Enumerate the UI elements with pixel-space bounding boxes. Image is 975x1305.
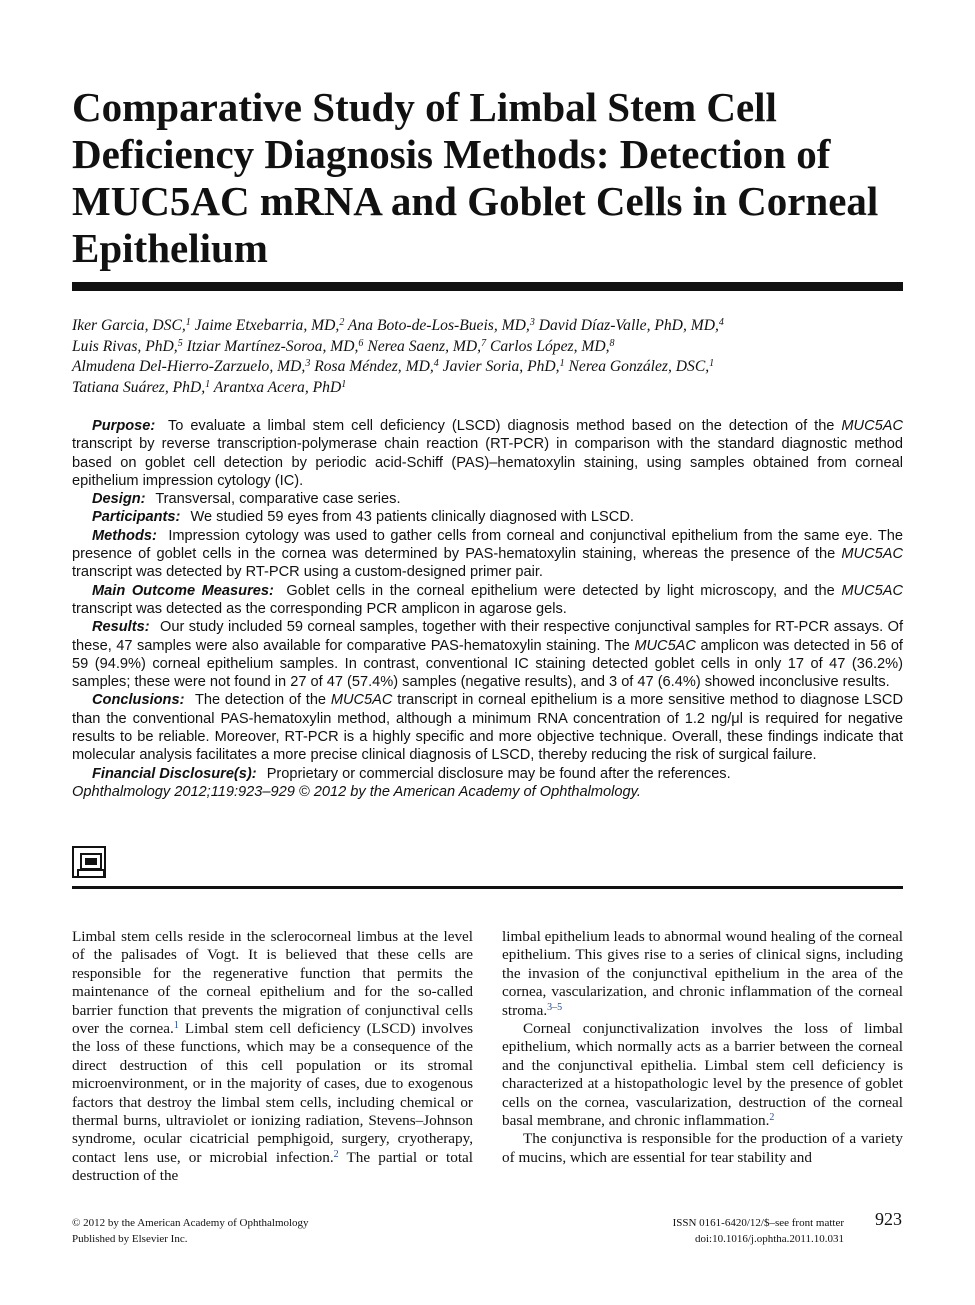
footer-left <box>72 1216 309 1247</box>
author-line-4: Tatiana Suárez, PhD,$^1$ Arantxa Acera, PhD$^1$ <box>72 378 347 396</box>
abstract-conclusions: Conclusions: The detection of the MUC5AC transcript in corneal epithelium is a more sensitive method to diagnose LSCD than the conventional PAS-hematoxylin method, although a minimum RNA concentration of 1.2 ng/μl is required for negative results to be reliable. Moreover, RT-PCR is a highly specific and more objective technique. Overall, these findings indicate that molecular analysis facilitates a more precise clinical diagnosis of LSCD, thereby reducing the risk of surgical failure. <box>72 692 904 764</box>
abstract-design: Design: Transversal, comparative case series. <box>92 491 401 508</box>
copyright-line: © 2012 by the American Academy of Ophthalmology <box>72 1217 309 1229</box>
doi-line: doi:10.1016/j.ophtha.2011.10.031 <box>694 1232 844 1245</box>
reference-link[interactable]: 3–5 <box>547 1001 563 1013</box>
title-rule <box>72 282 903 291</box>
monitor-screen-icon <box>80 853 102 870</box>
abstract-results: Results: Our study included 59 corneal samples, together with their respective conjunctival samples for RT-PCR assays. Of these, 47 samples were also available for comparative PAS-hematoxylin staining. The MUC5AC amplicon was detected in 56 of 59 (94.9%) corneal epithelium samples. In contrast, conventional IC staining detected goblet cells in only 17 of 47 (36.2%) samples; these were not found in 27 of 47 (57.4%) samples (negative results), and 3 of 47 (6.4%) showed inconclusive results. <box>72 619 903 691</box>
computer-monitor-icon[interactable] <box>72 846 106 878</box>
abstract <box>72 417 903 801</box>
body-column-left <box>72 928 473 1186</box>
author-line-2: Luis Rivas, PhD,$^5$ Itziar Martínez-Soroa, MD,$^6$ Nerea Saenz, MD,$^7$ Carlos López, MD,$^8$ <box>72 337 615 355</box>
reference-link[interactable]: 2 <box>333 1148 339 1160</box>
author-list <box>72 316 903 398</box>
abstract-outcome-measures: Main Outcome Measures: Goblet cells in the corneal epithelium were detected by light microscopy, and the MUC5AC transcript was detected as the corresponding PCR amplicon in agarose gels. <box>72 582 903 617</box>
abstract-rule <box>72 886 903 889</box>
article-title: Comparative Study of Limbal Stem Cell Deficiency Diagnosis Methods: Detection of MUC5AC mRNA and Goblet Cells in Corneal Epithelium <box>72 84 879 271</box>
abstract-participants: Participants: We studied 59 eyes from 43 patients clinically diagnosed with LSCD. <box>92 509 634 526</box>
reference-link[interactable]: 2 <box>769 1112 775 1124</box>
body-paragraph: Corneal conjunctivalization involves the loss of limbal epithelium, which normally acts as a barrier between the corneal and the conjunctival epithelia. Limbal stem cell deficiency is characterized at a histopathologic level by the presence of goblet cells on the cornea, vascularization, destruction of the corneal basal membrane, and chronic inflammation.$^2$ <box>502 1020 903 1130</box>
abstract-methods: Methods: Impression cytology was used to gather cells from corneal and conjunctival epithelium from the same eye. The presence of goblet cells in the cornea was determined by PAS-hematoxylin staining, whereas the presence of the MUC5AC transcript was detected by RT-PCR using a custom-designed primer pair. <box>72 527 903 581</box>
abstract-disclosure: Financial Disclosure(s): Proprietary or commercial disclosure may be found after the references. <box>92 765 731 782</box>
monitor-base-icon <box>77 869 105 878</box>
body-column-right <box>502 928 903 1167</box>
body-paragraph: limbal epithelium leads to abnormal wound healing of the corneal epithelium. This gives rise to a series of clinical signs, including the invasion of the conjunctival epithelium in the area of the cornea, vascularization, and chronic inflammation of the corneal stroma.$^{3-5}$ <box>502 928 903 1019</box>
body-paragraph: The conjunctiva is responsible for the production of a variety of mucins, which are essential for tear stability and <box>502 1130 903 1166</box>
publisher-line: Published by Elsevier Inc. <box>72 1232 188 1245</box>
author-line-1: Iker Garcia, DSC,$^1$ Jaime Etxebarria, MD,$^2$ Ana Boto-de-Los-Bueis, MD,$^3$ David Díaz-Valle, PhD, MD,$^4$ <box>72 317 724 334</box>
issn-line: ISSN 0161-6420/12/$–see front matter <box>672 1217 844 1229</box>
author-line-3: Almudena Del-Hierro-Zarzuelo, MD,$^3$ Rosa Méndez, MD,$^4$ Javier Soria, PhD,$^1$ Nerea González, DSC,$^1$ <box>72 358 715 375</box>
footer-right <box>673 1216 844 1247</box>
reference-link[interactable]: 1 <box>173 1020 179 1032</box>
abstract-purpose: Purpose: To evaluate a limbal stem cell deficiency (LSCD) diagnosis method based on the detection of the MUC5AC transcript by reverse transcription-polymerase chain reaction (RT-PCR) in comparison with the standard diagnostic method based on goblet cell detection by periodic acid-Schiff (PAS)–hematoxylin staining, using samples obtained from corneal epithelium impression cytology (IC). <box>72 418 903 489</box>
page-number: 923 <box>875 1209 902 1229</box>
body-paragraph: Limbal stem cells reside in the sclerocorneal limbus at the level of the palisades of Vogt. It is believed that these cells are responsible for the regenerative function that permits the maintenance of the corneal epithelium and for the so-called barrier function that prevents the migration of conjunctival cells over the cornea.$^1$ Limbal stem cell deficiency (LSCD) involves the loss of these functions, which may be a consequence of the direct destruction of this cell population or its stromal microenvironment, or in the majority of cases, due to exogenous factors that destroy the limbal stem cells, including chemical or thermal burns, ultraviolet or ionizing radiation, Stevens–Johnson syndrome, ocular cicatricial pemphigoid, surgery, cryotherapy, contact lens use, or microbial infection.$^2$ The partial or total destruction of the <box>72 928 473 1185</box>
journal-citation: Ophthalmology 2012;119:923–929 © 2012 by the American Academy of Ophthalmology. <box>72 783 641 800</box>
